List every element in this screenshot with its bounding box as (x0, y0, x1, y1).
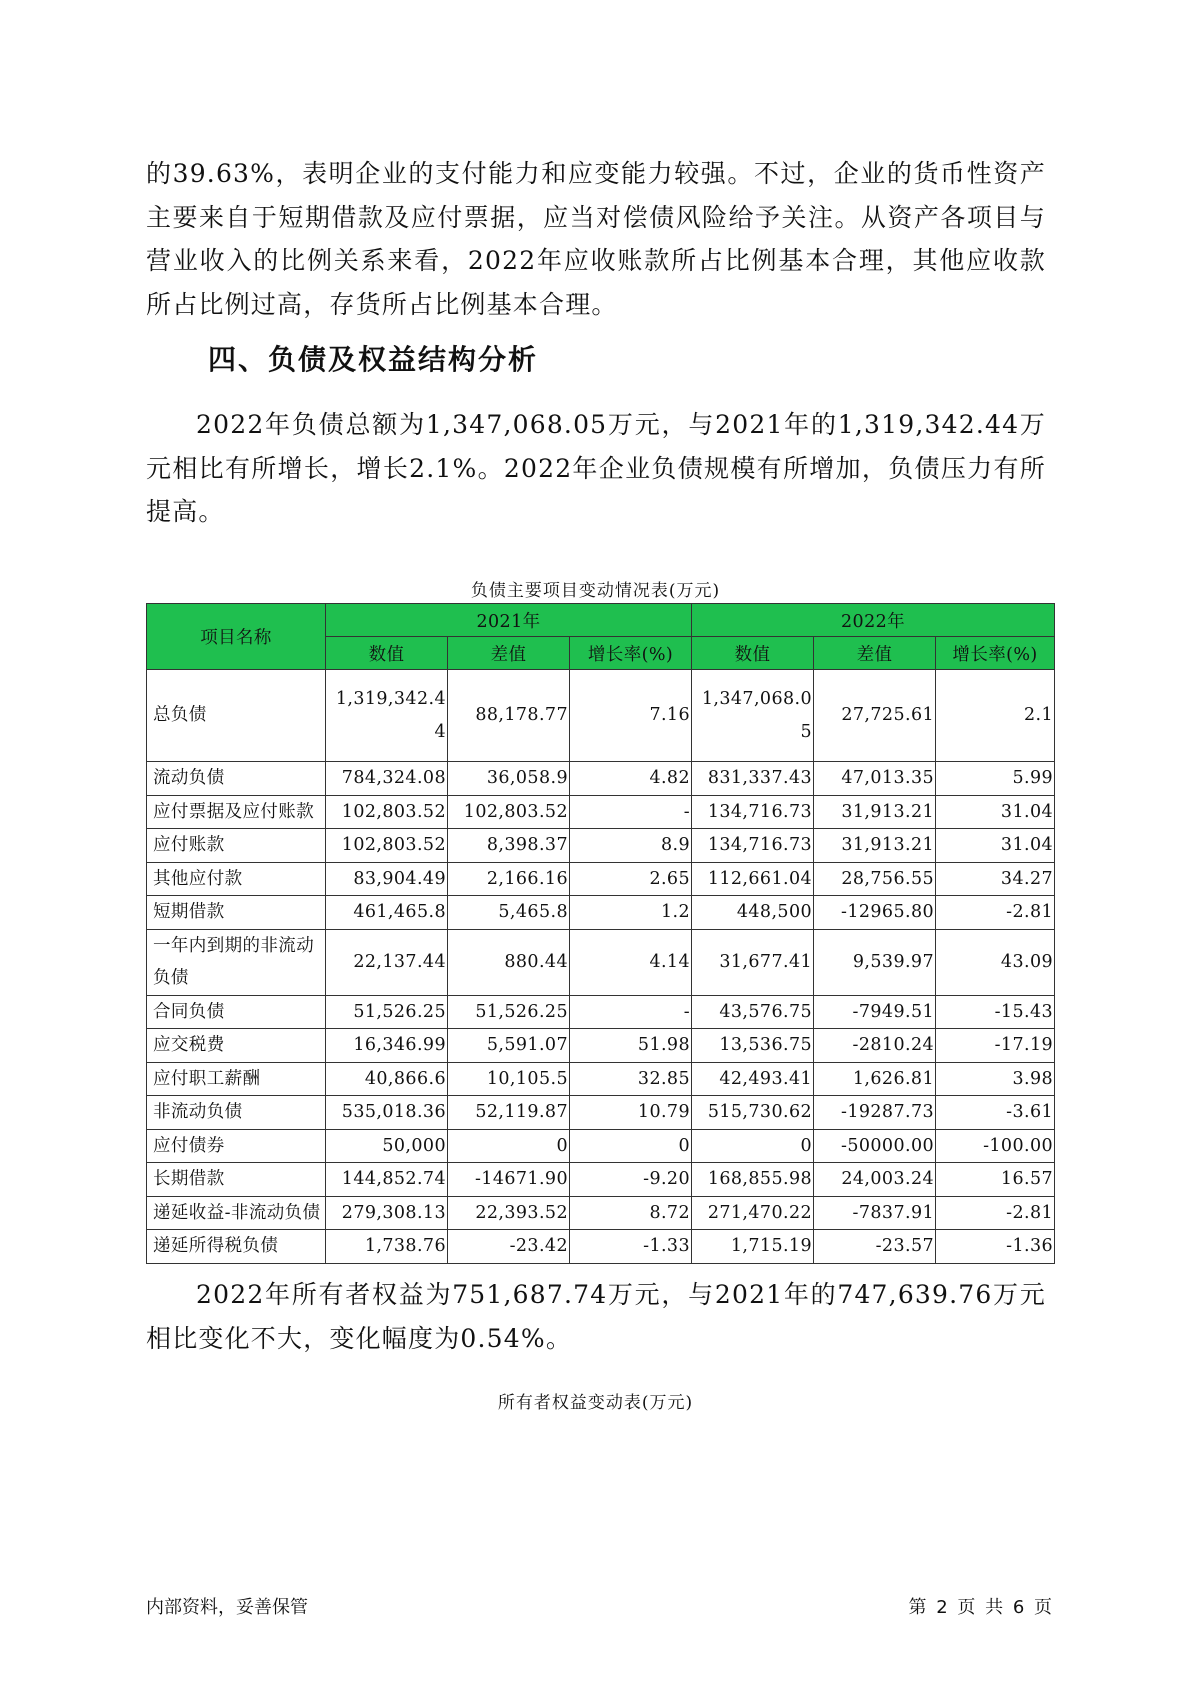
row-label: 应付债券 (147, 1129, 326, 1163)
cell-diff-2021: 5,465.8 (448, 896, 570, 930)
header-diff-2022: 差值 (814, 637, 936, 670)
cell-diff-2022: -7837.91 (814, 1196, 936, 1230)
cell-diff-2022: -50000.00 (814, 1129, 936, 1163)
cell-growth-2022: 34.27 (936, 862, 1055, 896)
cell-diff-2022: 31,913.21 (814, 829, 936, 863)
cell-diff-2021: 8,398.37 (448, 829, 570, 863)
cell-diff-2021: 36,058.9 (448, 762, 570, 796)
footer-page-number: 第 2 页 共 6 页 (908, 1597, 1054, 1618)
section-heading: 四、负债及权益结构分析 (208, 343, 539, 376)
cell-value-2022: 43,576.75 (692, 995, 814, 1029)
row-label: 递延收益-非流动负债 (147, 1196, 326, 1230)
paragraph-equity-summary: 2022年所有者权益为751,687.74万元，与2021年的747,639.76万元相比变化不大，变化幅度为0.54%。 (146, 1280, 1046, 1353)
footer-confidential-note: 内部资料，妥善保管 (146, 1597, 308, 1618)
cell-growth-2021: 7.16 (570, 670, 692, 762)
cell-growth-2022: 5.99 (936, 762, 1055, 796)
cell-value-2021: 1,319,342.44 (326, 670, 448, 762)
cell-value-2022: 831,337.43 (692, 762, 814, 796)
header-value-2021: 数值 (326, 637, 448, 670)
cell-growth-2022: -15.43 (936, 995, 1055, 1029)
cell-value-2021: 279,308.13 (326, 1196, 448, 1230)
cell-growth-2022: 3.98 (936, 1062, 1055, 1096)
cell-value-2021: 22,137.44 (326, 929, 448, 995)
table-row (147, 1196, 1055, 1230)
row-label: 应交税费 (147, 1029, 326, 1063)
paragraph-liability-summary: 2022年负债总额为1,347,068.05万元，与2021年的1,319,342.44万元相比有所增长，增长2.1%。2022年企业负债规模有所增加，负债压力有所提高。 (146, 410, 1046, 526)
cell-diff-2022: -19287.73 (814, 1096, 936, 1130)
cell-growth-2021: 1.2 (570, 896, 692, 930)
cell-diff-2022: 28,756.55 (814, 862, 936, 896)
cell-diff-2022: -2810.24 (814, 1029, 936, 1063)
cell-value-2021: 102,803.52 (326, 829, 448, 863)
cell-value-2021: 16,346.99 (326, 1029, 448, 1063)
cell-growth-2021: 51.98 (570, 1029, 692, 1063)
row-label: 短期借款 (147, 896, 326, 930)
cell-growth-2021: 4.82 (570, 762, 692, 796)
cell-diff-2021: 52,119.87 (448, 1096, 570, 1130)
cell-growth-2022: 31.04 (936, 829, 1055, 863)
cell-growth-2021: 8.9 (570, 829, 692, 863)
row-label: 应付账款 (147, 829, 326, 863)
table-row (147, 1129, 1055, 1163)
cell-value-2021: 102,803.52 (326, 795, 448, 829)
cell-growth-2021: 32.85 (570, 1062, 692, 1096)
cell-growth-2021: - (570, 995, 692, 1029)
cell-diff-2022: -12965.80 (814, 896, 936, 930)
cell-value-2021: 40,866.6 (326, 1062, 448, 1096)
cell-diff-2021: 102,803.52 (448, 795, 570, 829)
cell-diff-2021: -14671.90 (448, 1163, 570, 1197)
table-row (147, 896, 1055, 930)
table-row (147, 670, 1055, 762)
cell-diff-2022: -7949.51 (814, 995, 936, 1029)
row-label: 流动负债 (147, 762, 326, 796)
cell-growth-2021: 2.65 (570, 862, 692, 896)
cell-growth-2021: 4.14 (570, 929, 692, 995)
liabilities-table (146, 603, 1055, 1264)
table-row (147, 862, 1055, 896)
cell-diff-2022: 24,003.24 (814, 1163, 936, 1197)
cell-diff-2022: 31,913.21 (814, 795, 936, 829)
cell-growth-2022: 16.57 (936, 1163, 1055, 1197)
row-label: 应付票据及应付账款 (147, 795, 326, 829)
cell-growth-2022: -2.81 (936, 896, 1055, 930)
cell-growth-2021: 10.79 (570, 1096, 692, 1130)
cell-diff-2022: 47,013.35 (814, 762, 936, 796)
cell-value-2022: 134,716.73 (692, 829, 814, 863)
table-row (147, 829, 1055, 863)
cell-value-2022: 448,500 (692, 896, 814, 930)
cell-value-2021: 51,526.25 (326, 995, 448, 1029)
cell-value-2022: 271,470.22 (692, 1196, 814, 1230)
header-growth-2022: 增长率(%) (936, 637, 1055, 670)
cell-growth-2022: 43.09 (936, 929, 1055, 995)
table-caption-equity: 所有者权益变动表(万元) (497, 1393, 694, 1413)
cell-diff-2021: 880.44 (448, 929, 570, 995)
cell-growth-2022: 31.04 (936, 795, 1055, 829)
cell-value-2021: 144,852.74 (326, 1163, 448, 1197)
table-row (147, 1062, 1055, 1096)
header-diff-2021: 差值 (448, 637, 570, 670)
cell-diff-2022: 27,725.61 (814, 670, 936, 762)
row-label: 合同负债 (147, 995, 326, 1029)
table-row (147, 762, 1055, 796)
table-row (147, 795, 1055, 829)
row-label: 非流动负债 (147, 1096, 326, 1130)
row-label: 递延所得税负债 (147, 1230, 326, 1264)
cell-growth-2022: 2.1 (936, 670, 1055, 762)
cell-diff-2021: 5,591.07 (448, 1029, 570, 1063)
cell-value-2022: 31,677.41 (692, 929, 814, 995)
row-label: 其他应付款 (147, 862, 326, 896)
table-row (147, 1029, 1055, 1063)
cell-growth-2021: -9.20 (570, 1163, 692, 1197)
cell-value-2021: 50,000 (326, 1129, 448, 1163)
cell-value-2022: 1,347,068.05 (692, 670, 814, 762)
cell-value-2022: 13,536.75 (692, 1029, 814, 1063)
cell-value-2022: 1,715.19 (692, 1230, 814, 1264)
cell-diff-2022: 1,626.81 (814, 1062, 936, 1096)
cell-value-2021: 1,738.76 (326, 1230, 448, 1264)
cell-growth-2021: -1.33 (570, 1230, 692, 1264)
cell-diff-2022: -23.57 (814, 1230, 936, 1264)
header-item-name: 项目名称 (147, 604, 326, 670)
cell-growth-2022: -17.19 (936, 1029, 1055, 1063)
header-growth-2021: 增长率(%) (570, 637, 692, 670)
cell-diff-2021: 2,166.16 (448, 862, 570, 896)
row-label: 一年内到期的非流动负债 (147, 929, 326, 995)
cell-value-2022: 42,493.41 (692, 1062, 814, 1096)
header-year-2021: 2021年 (326, 604, 692, 637)
cell-diff-2022: 9,539.97 (814, 929, 936, 995)
cell-diff-2021: 22,393.52 (448, 1196, 570, 1230)
cell-value-2021: 535,018.36 (326, 1096, 448, 1130)
cell-diff-2021: 10,105.5 (448, 1062, 570, 1096)
cell-value-2021: 784,324.08 (326, 762, 448, 796)
header-value-2022: 数值 (692, 637, 814, 670)
cell-diff-2021: 0 (448, 1129, 570, 1163)
table-caption-liabilities: 负债主要项目变动情况表(万元) (470, 581, 721, 601)
cell-growth-2021: - (570, 795, 692, 829)
row-label: 总负债 (147, 670, 326, 762)
cell-growth-2021: 8.72 (570, 1196, 692, 1230)
cell-diff-2021: 88,178.77 (448, 670, 570, 762)
table-row (147, 1163, 1055, 1197)
cell-value-2021: 83,904.49 (326, 862, 448, 896)
table-row (147, 1230, 1055, 1264)
cell-value-2022: 515,730.62 (692, 1096, 814, 1130)
cell-growth-2022: -100.00 (936, 1129, 1055, 1163)
cell-diff-2021: -23.42 (448, 1230, 570, 1264)
cell-growth-2021: 0 (570, 1129, 692, 1163)
cell-value-2022: 0 (692, 1129, 814, 1163)
cell-value-2022: 134,716.73 (692, 795, 814, 829)
header-year-2022: 2022年 (692, 604, 1055, 637)
row-label: 长期借款 (147, 1163, 326, 1197)
row-label: 应付职工薪酬 (147, 1062, 326, 1096)
table-row (147, 1096, 1055, 1130)
cell-value-2021: 461,465.8 (326, 896, 448, 930)
cell-value-2022: 112,661.04 (692, 862, 814, 896)
paragraph-liquidity-summary: 的39.63%，表明企业的支付能力和应变能力较强。不过，企业的货币性资产主要来自于短期借款及应付票据，应当对偿债风险给予关注。从资产各项目与营业收入的比例关系来看，2022年应收账款所占比例基本合理，其他应收款所占比例过高，存货所占比例基本合理。 (146, 159, 1046, 319)
table-row (147, 995, 1055, 1029)
table-row (147, 929, 1055, 995)
cell-growth-2022: -3.61 (936, 1096, 1055, 1130)
cell-growth-2022: -1.36 (936, 1230, 1055, 1264)
cell-growth-2022: -2.81 (936, 1196, 1055, 1230)
cell-value-2022: 168,855.98 (692, 1163, 814, 1197)
cell-diff-2021: 51,526.25 (448, 995, 570, 1029)
